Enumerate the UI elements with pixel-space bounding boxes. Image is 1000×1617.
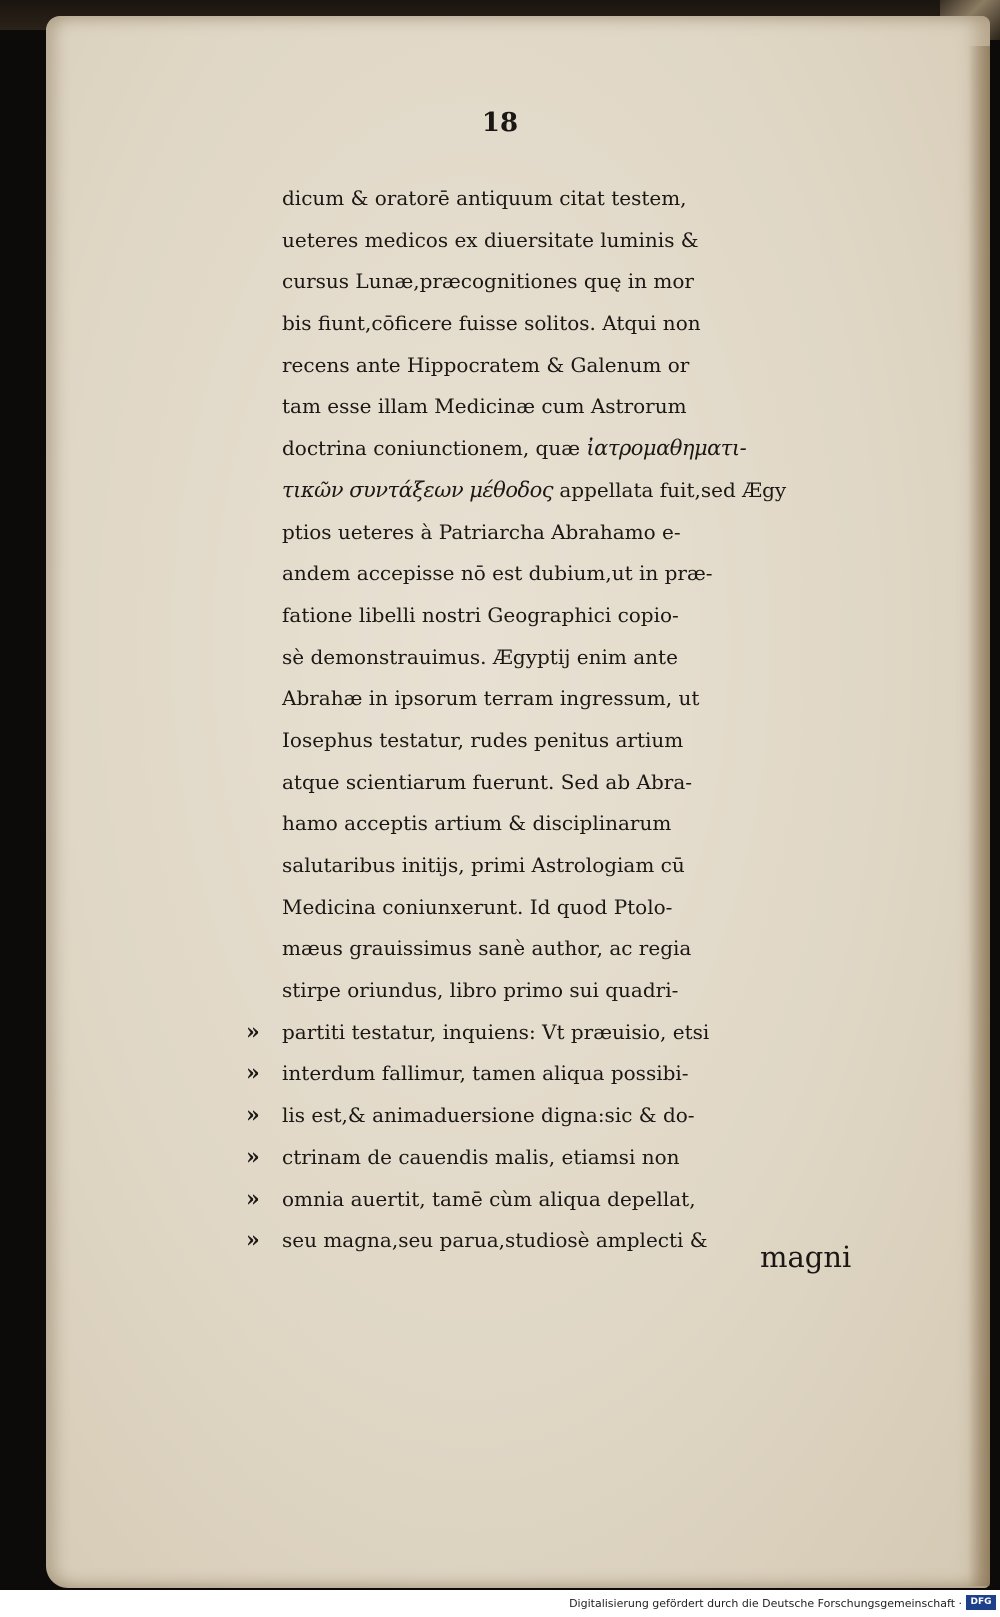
line-text: dicum & oratorē antiquum citat testem, [282,186,687,210]
line-text: stirpe oriundus, libro primo sui quadri- [282,978,679,1003]
greek-phrase: ἰατρομαθηματι- [586,436,747,461]
line-text: hamo acceptis artium & disciplinarum [282,811,672,836]
line-text: Abrahæ in ipsorum terram ingressum, ut [282,686,700,711]
text-line [246,1012,922,1054]
text-line [282,386,922,428]
text-line [282,595,922,637]
text-line [282,345,922,387]
text-line [246,1095,922,1137]
text-line [282,845,922,887]
line-text: cursus Lunæ,præcognitiones quę in mor [282,269,694,294]
dfg-logo: DFG [966,1595,996,1610]
quotation-marker: » [246,1143,260,1170]
text-line [246,1179,922,1221]
line-text: seu magna,seu parua,studiosè amplecti & [282,1228,708,1253]
page-number: 18 [481,108,519,138]
text-line [282,470,922,512]
line-text: fatione libelli nostri Geographici copio- [282,602,679,627]
line-text: lis est,& animaduersione digna:sic & do- [282,1103,695,1128]
line-text: atque scientiarum fuerunt. Sed ab Abra- [282,769,692,794]
text-line [282,970,922,1012]
funding-credit: Digitalisierung gefördert durch die Deutsche Forschungsgemeinschaft · [569,1597,962,1610]
line-text: andem accepisse nō est dubium,ut in præ- [282,561,713,586]
text-line [282,637,922,679]
quotation-marker: » [246,1102,260,1129]
text-line [282,428,922,470]
text-line [282,928,922,970]
text-line [282,512,922,554]
text-line [282,261,922,303]
text-line [282,803,922,845]
greek-phrase: τικῶν συντάξεων μέθοδος [282,477,554,502]
line-text: interdum fallimur, tamen aliqua possibi- [282,1061,689,1086]
line-text: ueteres medicos ex diuersitate luminis & [282,227,699,252]
text-line [282,887,922,929]
line-text: recens ante Hippocratem & Galenum or [282,352,690,377]
line-text: partiti testatur, inquiens: Vt præuisio, etsi [282,1019,710,1044]
line-text: doctrina coniunctionem, quæ [282,436,581,461]
line-text: tam esse illam Medicinæ cum Astrorum [282,394,687,419]
line-text: ptios ueteres à Patriarcha Abrahamo e- [282,519,681,544]
quotation-marker: » [246,1227,260,1254]
text-line [282,303,922,345]
line-text: bis fiunt,cōficere fuisse solitos. Atqui non [282,311,701,336]
quotation-marker: » [246,1060,260,1087]
text-line [282,220,922,262]
line-text: omnia auertit, tamē cùm aliqua depellat, [282,1186,696,1211]
line-text: sè demonstrauimus. Ægyptij enim ante [282,644,678,669]
page-edge-shadow [968,46,990,1586]
quotation-marker: » [246,1018,260,1045]
line-text: appellata fuit,sed Ægy [559,477,787,502]
text-line [282,678,922,720]
body-text [246,178,922,1262]
line-text: Iosephus testatur, rudes penitus artium [282,727,684,752]
line-text: Medicina coniunxerunt. Id quod Ptolo- [282,894,673,919]
catchword: magni [760,1240,852,1274]
text-line [282,762,922,804]
text-line [282,178,922,220]
text-line [282,553,922,595]
text-line [246,1137,922,1179]
quotation-marker: » [246,1185,260,1212]
text-line [246,1053,922,1095]
line-text: ctrinam de cauendis malis, etiamsi non [282,1144,680,1169]
line-text: salutaribus initijs, primi Astrologiam cū [282,853,685,877]
line-text: mæus grauissimus sanè author, ac regia [282,936,692,961]
text-line [282,720,922,762]
